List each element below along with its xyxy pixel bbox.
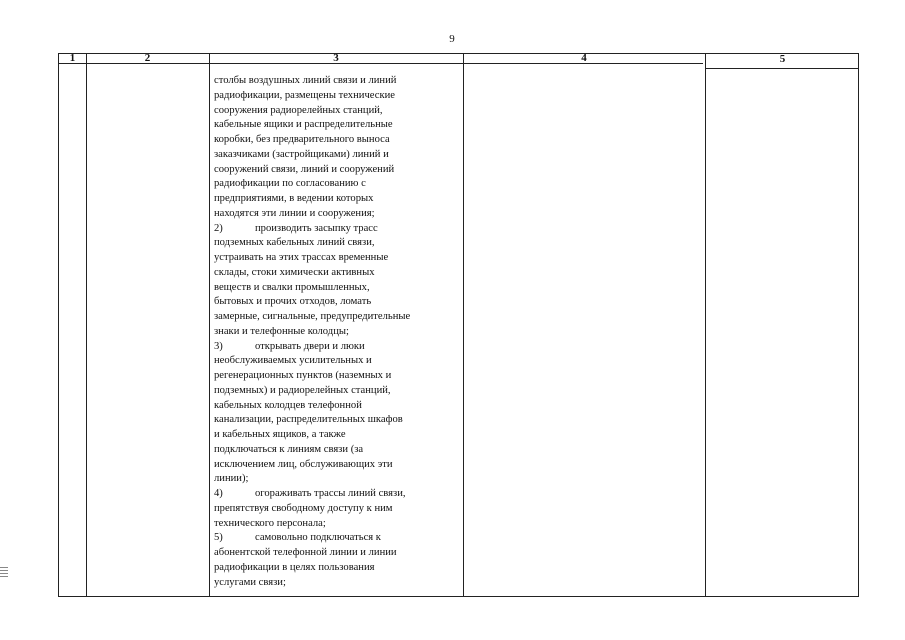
text-line — [214, 399, 460, 414]
text-line — [214, 369, 460, 384]
text-line — [214, 118, 460, 133]
text-line — [214, 517, 460, 532]
line-text: регенерационных пунктов (наземных и — [214, 370, 392, 381]
column-divider-3-4 — [463, 54, 464, 596]
text-line — [214, 192, 460, 207]
line-text: сооружения радиорелейных станций, — [214, 104, 383, 116]
item-number: 2) — [214, 222, 223, 234]
line-text: склады, стоки химически активных — [214, 266, 375, 278]
line-text: подземных) и радиорелейных станций, — [214, 384, 391, 396]
line-text: огораживать трассы линий связи, — [255, 488, 406, 499]
column-header-5: 5 — [779, 53, 786, 65]
line-text: сооружений связи, линий и сооружений — [214, 163, 395, 175]
line-text: линии); — [214, 473, 249, 485]
text-line — [214, 413, 460, 428]
text-line — [214, 487, 460, 502]
line-text: радиофикации, размещены технические — [214, 89, 395, 101]
line-text: канализации, распределительных шкафов — [214, 414, 403, 426]
text-line — [214, 148, 460, 163]
line-text: подключаться к линиям связи (за — [214, 443, 364, 455]
line-text: подземных кабельных линий связи, — [214, 237, 375, 249]
text-line — [214, 340, 460, 355]
text-line — [214, 89, 460, 104]
line-text: веществ и свалки промышленных, — [214, 281, 370, 293]
text-line — [214, 561, 460, 576]
scan-edge-mark — [0, 567, 8, 579]
text-line — [214, 163, 460, 178]
cell-col3-text — [214, 74, 460, 590]
line-text: столбы воздушных линий связи и линий — [214, 75, 397, 86]
line-text: открывать двери и люки — [255, 340, 365, 352]
column-header-2: 2 — [144, 52, 151, 64]
text-line — [214, 74, 460, 89]
line-text: услугами связи; — [214, 576, 286, 588]
regulation-table — [58, 53, 859, 597]
text-line — [214, 236, 460, 251]
line-text: исключением лиц, обслуживающих эти — [214, 458, 393, 470]
line-text: замерные, сигнальные, предупредительные — [214, 311, 411, 322]
line-text: абонентской телефонной линии и линии — [214, 547, 397, 558]
text-line — [214, 310, 460, 325]
text-line — [214, 546, 460, 561]
column-header-3: 3 — [333, 52, 339, 64]
text-line — [214, 458, 460, 473]
line-text: самовольно подключаться к — [255, 532, 381, 544]
line-text: коробки, без предварительного выноса — [214, 134, 390, 145]
text-line — [214, 222, 460, 237]
text-line — [214, 531, 460, 546]
text-line — [214, 133, 460, 148]
text-line — [214, 104, 460, 119]
line-text: кабельные ящики и распределительные — [214, 119, 393, 131]
item-number: 5) — [214, 532, 223, 544]
column-divider-2-3 — [209, 54, 210, 596]
text-line — [214, 295, 460, 310]
line-text: технического персонала; — [214, 517, 326, 529]
line-text: производить засыпку трасс — [255, 222, 378, 234]
text-line — [214, 428, 460, 443]
item-number: 3) — [214, 340, 223, 352]
line-text: радиофикации в целях пользования — [214, 561, 375, 573]
page-number: 9 — [449, 33, 455, 45]
text-line — [214, 502, 460, 517]
line-text: устраивать на этих трассах временные — [214, 252, 389, 263]
line-text: кабельных колодцев телефонной — [214, 399, 362, 411]
line-text: необслуживаемых усилительных и — [214, 355, 372, 367]
line-text: бытовых и прочих отходов, ломать — [214, 296, 372, 308]
line-text: препятствуя свободному доступу к ним — [214, 502, 393, 514]
text-line — [214, 266, 460, 281]
text-line — [214, 384, 460, 399]
column-header-4: 4 — [581, 52, 587, 64]
line-text: предприятиями, в ведении которых — [214, 193, 374, 204]
text-line — [214, 207, 460, 222]
text-line — [214, 354, 460, 369]
text-line — [214, 281, 460, 296]
text-line — [214, 251, 460, 266]
column-divider-1-2 — [86, 54, 87, 596]
line-text: радиофикации по согласованию с — [214, 178, 366, 190]
text-line — [214, 472, 460, 487]
line-text: заказчиками (застройщиками) линий и — [214, 148, 389, 160]
line-text: находятся эти линии и сооружения; — [214, 207, 375, 219]
column-divider-4-5 — [705, 54, 706, 596]
text-line — [214, 443, 460, 458]
text-line — [214, 177, 460, 192]
text-line — [214, 325, 460, 340]
item-number: 4) — [214, 488, 223, 499]
line-text: и кабельных ящиков, а также — [214, 429, 346, 440]
column-header-1: 1 — [69, 52, 76, 64]
line-text: знаки и телефонные колодцы; — [214, 325, 349, 337]
header-row-border-col5 — [705, 68, 858, 69]
text-line — [214, 576, 460, 591]
